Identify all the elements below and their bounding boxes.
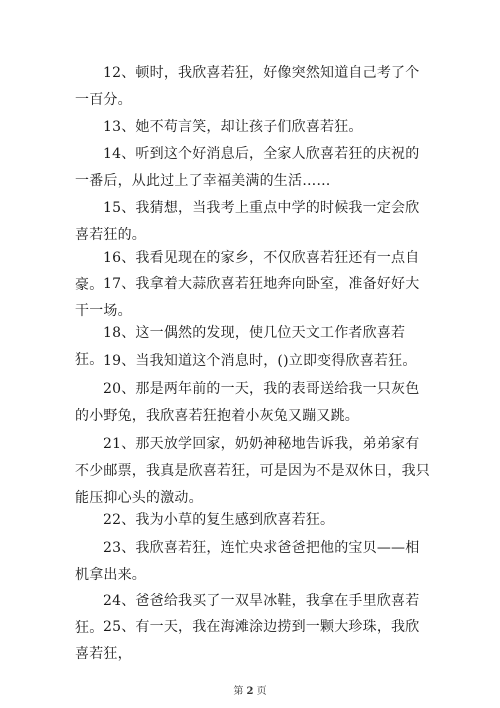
- footer-prefix: 第: [233, 686, 244, 697]
- paragraph-18: 18、这一偶然的发现，使几位天文工作者欣喜若狂。: [75, 325, 406, 368]
- paragraph-14: 14、听到这个好消息后，全家人欣喜若狂的庆祝的一番后，从此过上了幸福美满的生活……: [75, 146, 420, 189]
- paragraph-25: 25、有一天，我在海滩涂边捞到一颗大珍珠，我欣喜若狂，: [75, 619, 420, 662]
- paragraph-15: 15、我猜想，当我考上重点中学的时候我一定会欣喜若狂的。: [75, 200, 420, 243]
- paragraph-24: 24、爸爸给我买了一双旱冰鞋，我拿在手里欣喜若狂。: [75, 593, 420, 636]
- paragraph-21: 21、那天放学回家，奶奶神秘地告诉我，弟弟家有不少邮票，我真是欣喜若狂，可是因为不是双休日，我只能压抑心头的激动。: [75, 436, 430, 506]
- paragraph-22: 22、我为小草的复生感到欣喜若狂。: [103, 512, 335, 528]
- page-footer: [0, 686, 500, 698]
- footer-suffix: 页: [256, 686, 267, 697]
- paragraph-13: 13、她不苟言笑，却让孩子们欣喜若狂。: [103, 119, 363, 135]
- footer-page-number: 2: [246, 686, 254, 697]
- paragraph-16: 16、我看见现在的家乡，不仅欣喜若狂还有一点自豪。: [75, 250, 420, 293]
- paragraph-20: 20、那是两年前的一天，我的表哥送给我一只灰色的小野兔，我欣喜若狂抱着小灰兔又蹦又跳。: [75, 381, 420, 424]
- paragraph-19: 19、当我知道这个消息时，()立即变得欣喜若狂。: [103, 353, 417, 369]
- paragraph-23: 23、我欣喜若狂，连忙央求爸爸把他的宝贝——相机拿出来。: [75, 540, 420, 583]
- paragraph-12: 12、顿时，我欣喜若狂，好像突然知道自己考了个一百分。: [75, 65, 420, 108]
- paragraph-17: 17、我拿着大蒜欣喜若狂地奔向卧室，准备好好大干一场。: [75, 276, 420, 319]
